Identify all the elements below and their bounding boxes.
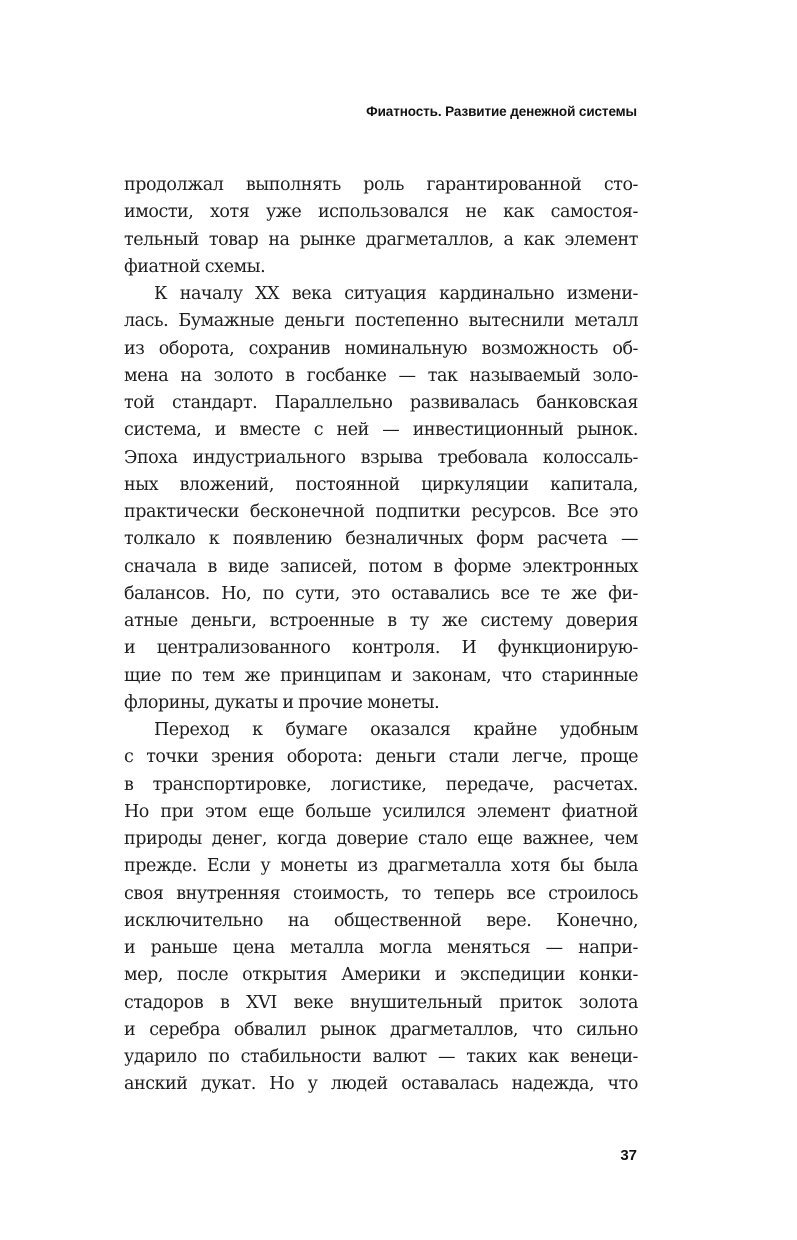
text-line: сначала в виде записей, потом в форме электронных — [124, 556, 638, 577]
text-line: из оборота, сохранив номинальную возможность об- — [124, 338, 638, 359]
text-line: в транспортировке, логистике, передаче, расчетах. — [124, 774, 638, 795]
text-line: толкало к появлению безналичных форм расчета — — [124, 529, 638, 550]
text-line: щие по тем же принципам и законам, что старинные — [124, 665, 638, 686]
text-line: ударило по стабильности валют — таких как венеци- — [124, 1047, 638, 1067]
text-line: анский дукат. Но у людей оставалась надежда, что — [124, 1074, 638, 1095]
text-line: фиатной схемы. — [124, 256, 266, 277]
text-line: мер, после открытия Америки и экспедиции конки- — [124, 965, 638, 986]
text-line: прежде. Если у монеты из драгметалла хотя бы была — [124, 856, 638, 877]
text-line: той стандарт. Параллельно развивалась банковская — [124, 393, 638, 413]
text-line: лась. Бумажные деньги постепенно вытеснили металл — [124, 311, 638, 332]
text-line: флорины, дукаты и прочие монеты. — [124, 692, 440, 713]
text-line: ных вложений, постоянной циркуляции капитала, — [124, 474, 638, 495]
running-head: Фиатность. Развитие денежной системы — [366, 104, 637, 119]
paragraph — [124, 717, 638, 1099]
text-line: и серебра обвалил рынок драгметаллов, что сильно — [124, 1019, 638, 1040]
text-line: продолжал выполнять роль гарантированной сто- — [124, 175, 638, 195]
text-line: стадоров в XVI веке внушительный приток золота — [124, 992, 638, 1013]
text-line: К началу XX века ситуация кардинально измени- — [154, 284, 638, 304]
text-line: природы денег, когда доверие стало еще важнее, чем — [124, 829, 638, 849]
text-line: система, и вместе с ней — инвестиционный рынок. — [124, 420, 638, 441]
text-line: атные деньги, встроенные в ту же систему доверия — [124, 611, 638, 631]
text-line: мена на золото в госбанке — так называемый золо- — [124, 365, 638, 386]
text-line: Эпоха индустриального взрыва требовала колоссаль- — [124, 447, 638, 468]
text-line: своя внутренняя стоимость, то теперь все строилось — [124, 883, 638, 904]
text-line: с точки зрения оборота: деньги стали легче, проще — [124, 747, 638, 768]
text-line: тельный товар на рынке драгметаллов, а как элемент — [124, 229, 638, 250]
text-line: и централизованного контроля. И функционирую- — [124, 638, 638, 659]
text-line: Переход к бумаге оказался крайне удобным — [154, 720, 638, 740]
text-line: исключительно на общественной вере. Конечно, — [124, 910, 638, 931]
paragraph — [124, 281, 638, 717]
text-line: практически бесконечной подпитки ресурсов. Все это — [124, 502, 638, 522]
text-line: и раньше цена металла могла меняться — напри- — [124, 938, 638, 958]
paragraph — [124, 172, 638, 281]
text-line: имости, хотя уже использовался не как самостоя- — [124, 202, 638, 223]
page-number: 37 — [620, 1147, 637, 1164]
body-text — [124, 172, 638, 1099]
text-line: Но при этом еще больше усилился элемент фиатной — [124, 801, 638, 822]
text-line: балансов. Но, по сути, это оставались все те же фи- — [124, 583, 638, 604]
